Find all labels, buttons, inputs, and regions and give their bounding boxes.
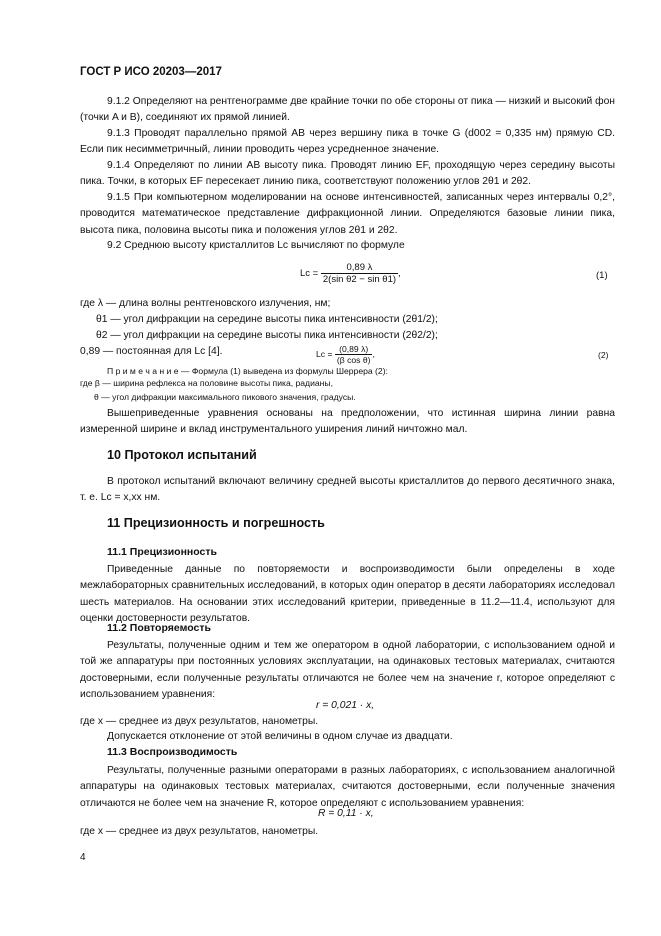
formula-2-lhs: Lc = xyxy=(316,348,333,359)
formula-1-lhs: Lc = xyxy=(300,268,319,280)
equation-repeatability: r = 0,021 · x, xyxy=(316,700,375,711)
section-10-text: В протокол испытаний включают величину средней высоты кристаллитов до первого десятичного знака, т. е. Lc = x,xx нм. xyxy=(80,476,615,504)
clause-9-2 xyxy=(80,238,615,254)
clause-9-1-5 xyxy=(80,190,615,239)
conclusion-paragraph xyxy=(80,406,615,439)
formula-1-fraction xyxy=(321,262,398,285)
subsection-11-1-title: 11.1 Прецизионность xyxy=(107,546,217,558)
equation-reproducibility: R = 0,11 · x, xyxy=(318,808,374,819)
formula-2 xyxy=(316,344,375,365)
where2-beta: где β — ширина рефлекса на половине высоты пика, радианы, xyxy=(80,378,333,388)
where-lambda: где λ — длина волны рентгеновского излучения, нм; xyxy=(80,298,331,309)
subsection-11-2-title: 11.2 Повторяемость xyxy=(107,622,211,634)
conclusion-text: Вышеприведенные уравнения основаны на предположении, что истинная ширина линии равна измеренной ширине и вклад инструментального уширения линий ничтожно мал. xyxy=(80,408,615,436)
subsection-11-3-text: Результаты, полученные разными операторами в разных лабораториях, с использованием аналогичной аппаратуры на одинаковых тестовых материалах, считаются достоверными, если полученные значения отличаются не более чем на значение R, которое определяют с использованием уравнения: xyxy=(80,765,615,809)
clause-9-1-4 xyxy=(80,158,615,191)
where-theta2: θ2 — угол дифракции на середине высоты пика интенсивности (2θ2/2); xyxy=(96,330,438,341)
subsection-11-1-paragraph xyxy=(80,562,615,628)
repeatability-where: где x — среднее из двух результатов, нанометры. xyxy=(80,716,319,727)
formula-1 xyxy=(300,262,401,285)
formula-2-tail: , xyxy=(372,348,375,359)
reproducibility-where: где x — среднее из двух результатов, нанометры. xyxy=(80,826,319,837)
subsection-11-3-title: 11.3 Воспроизводимость xyxy=(107,746,238,758)
subsection-11-2-paragraph xyxy=(80,638,615,704)
formula-2-fraction xyxy=(335,344,373,365)
repeatability-deviation: Допускается отклонение от этой величины в одном случае из двадцати. xyxy=(107,731,453,742)
page-number: 4 xyxy=(80,852,86,863)
clause-9-1-2 xyxy=(80,94,615,127)
section-11-title: 11 Прецизионность и погрешность xyxy=(107,516,325,530)
clause-9-1-2-text: 9.1.2 Определяют на рентгенограмме две крайние точки по обе стороны от пика — низкий и высокий фон (точки A и B), соединяют их прямой линией. xyxy=(80,96,615,124)
formula-1-number: (1) xyxy=(596,270,608,281)
formula-2-number: (2) xyxy=(598,350,609,360)
where-constant: 0,89 — постоянная для Lc [4]. xyxy=(80,346,223,357)
formula-2-numerator: (0,89 λ) xyxy=(335,344,373,355)
clause-9-1-3-text: 9.1.3 Проводят параллельно прямой AB через вершину пика в точке G (d002 = 0,335 нм) прямую CD. Если пик несимметричный, линии проводить через усредненное значение. xyxy=(80,128,615,156)
section-10-paragraph xyxy=(80,474,615,507)
clause-9-1-5-text: 9.1.5 При компьютерном моделировании на основе интенсивностей, записанных через интервалы 0,2°, проводится математическое представление дифракционной линии. Определяются базовые линии пика, высота пика, половина высоты пика и положения углов 2θ1 и 2θ2. xyxy=(80,192,615,236)
note-text: П р и м е ч а н и е — Формула (1) выведена из формулы Шеррера (2): xyxy=(107,366,388,376)
subsection-11-1-text: Приведенные данные по повторяемости и воспроизводимости были определены в ходе межлабораторных сравнительных исследований, в которых один оператор в десяти лабораториях исследовал шесть материалов. На основании этих исследований критерии, приведенные в 11.2—11.4, используют для оценки достоверности результатов. xyxy=(80,564,615,625)
clause-9-1-3 xyxy=(80,126,615,159)
formula-2-denominator: (β cos θ) xyxy=(336,355,371,365)
clause-9-1-4-text: 9.1.4 Определяют по линии AB высоту пика. Проводят линию EF, проходящую через середину высоты пика. Точки, в которых EF пересекает линию пика, соответствуют положению углов 2θ1 и 2θ2. xyxy=(80,160,615,188)
section-10-title: 10 Протокол испытаний xyxy=(107,448,257,462)
formula-1-denominator: 2(sin θ2 − sin θ1) xyxy=(322,274,397,285)
where-theta1: θ1 — угол дифракции на середине высоты пика интенсивности (2θ1/2); xyxy=(96,314,438,325)
clause-9-2-text: 9.2 Среднюю высоту кристаллитов Lc вычисляют по формуле xyxy=(107,240,405,251)
where2-theta: θ — угол дифракции максимального пикового значения, градусы. xyxy=(94,392,356,402)
formula-1-tail: , xyxy=(398,268,401,280)
document-header: ГОСТ Р ИСО 20203—2017 xyxy=(80,66,222,78)
formula-1-numerator: 0,89 λ xyxy=(321,262,398,274)
subsection-11-3-paragraph xyxy=(80,763,615,812)
subsection-11-2-text: Результаты, полученные одним и тем же оператором в одной лаборатории, с использованием одной и той же аппаратуры при постоянных условиях эксплуатации, на одинаковых тестовых материалах, считаются достоверными, если полученные результаты отличаются не более чем на значение r, которое определяют с использованием уравнения: xyxy=(80,640,615,701)
